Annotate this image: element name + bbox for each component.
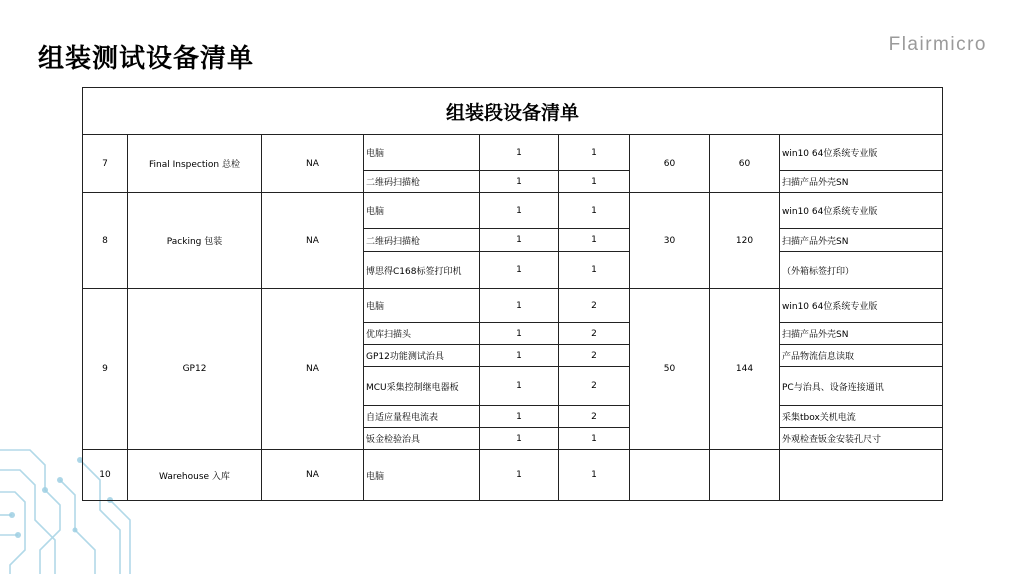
station-name: Packing 包装 xyxy=(128,193,262,289)
capacity-value: 60 xyxy=(630,135,710,193)
equipment-qty: 1 xyxy=(480,345,559,367)
equipment-count: 1 xyxy=(559,229,630,252)
total-value: 144 xyxy=(710,289,780,450)
equipment-note: win10 64位系统专业版 xyxy=(780,135,943,171)
equipment-qty: 1 xyxy=(480,171,559,193)
equipment-name: 二维码扫描枪 xyxy=(364,229,480,252)
equipment-note: PC与治具、设备连接通讯 xyxy=(780,367,943,406)
equipment-table xyxy=(82,87,943,501)
na-value: NA xyxy=(262,135,364,193)
equipment-note: win10 64位系统专业版 xyxy=(780,193,943,229)
total-value: 120 xyxy=(710,193,780,289)
table-row xyxy=(83,193,943,229)
table-row xyxy=(83,450,943,501)
total-value xyxy=(710,450,780,501)
equipment-note: 产品物流信息读取 xyxy=(780,345,943,367)
equipment-note: 采集tbox关机电流 xyxy=(780,406,943,428)
equipment-note: 扫描产品外壳SN xyxy=(780,229,943,252)
na-value: NA xyxy=(262,450,364,501)
equipment-qty: 1 xyxy=(480,323,559,345)
equipment-note: win10 64位系统专业版 xyxy=(780,289,943,323)
equipment-count: 2 xyxy=(559,289,630,323)
na-value: NA xyxy=(262,289,364,450)
equipment-note: （外箱标签打印） xyxy=(780,252,943,289)
equipment-qty: 1 xyxy=(480,428,559,450)
equipment-note xyxy=(780,450,943,501)
equipment-name: 钣金检验治具 xyxy=(364,428,480,450)
equipment-count: 1 xyxy=(559,193,630,229)
row-number: 9 xyxy=(83,289,128,450)
row-number: 10 xyxy=(83,450,128,501)
row-number: 8 xyxy=(83,193,128,289)
station-name: Final Inspection 总检 xyxy=(128,135,262,193)
capacity-value: 50 xyxy=(630,289,710,450)
equipment-count: 2 xyxy=(559,406,630,428)
equipment-count: 1 xyxy=(559,171,630,193)
equipment-name: 自适应量程电流表 xyxy=(364,406,480,428)
station-name: Warehouse 入库 xyxy=(128,450,262,501)
equipment-count: 1 xyxy=(559,428,630,450)
row-number: 7 xyxy=(83,135,128,193)
equipment-count: 1 xyxy=(559,252,630,289)
equipment-count: 2 xyxy=(559,367,630,406)
capacity-value: 30 xyxy=(630,193,710,289)
slide-title: 组装测试设备清单 xyxy=(38,44,255,74)
equipment-name: GP12功能测试治具 xyxy=(364,345,480,367)
brand-logo: Flairmicro xyxy=(888,34,987,55)
equipment-name: 电脑 xyxy=(364,289,480,323)
equipment-qty: 1 xyxy=(480,193,559,229)
capacity-value xyxy=(630,450,710,501)
table-title: 组装段设备清单 xyxy=(83,88,943,135)
equipment-count: 2 xyxy=(559,323,630,345)
equipment-qty: 1 xyxy=(480,289,559,323)
equipment-note: 扫描产品外壳SN xyxy=(780,323,943,345)
equipment-note: 外观检查钣金安装孔尺寸 xyxy=(780,428,943,450)
na-value: NA xyxy=(262,193,364,289)
equipment-qty: 1 xyxy=(480,450,559,501)
equipment-name: MCU采集控制继电器板 xyxy=(364,367,480,406)
equipment-name: 博思得C168标签打印机 xyxy=(364,252,480,289)
equipment-name: 二维码扫描枪 xyxy=(364,171,480,193)
equipment-name: 优库扫描头 xyxy=(364,323,480,345)
table-row xyxy=(83,135,943,171)
equipment-count: 1 xyxy=(559,135,630,171)
table-row xyxy=(83,289,943,323)
equipment-count: 1 xyxy=(559,450,630,501)
total-value: 60 xyxy=(710,135,780,193)
equipment-count: 2 xyxy=(559,345,630,367)
equipment-qty: 1 xyxy=(480,252,559,289)
station-name: GP12 xyxy=(128,289,262,450)
equipment-name: 电脑 xyxy=(364,135,480,171)
equipment-qty: 1 xyxy=(480,135,559,171)
equipment-qty: 1 xyxy=(480,367,559,406)
equipment-qty: 1 xyxy=(480,406,559,428)
equipment-note: 扫描产品外壳SN xyxy=(780,171,943,193)
equipment-name: 电脑 xyxy=(364,450,480,501)
equipment-qty: 1 xyxy=(480,229,559,252)
equipment-name: 电脑 xyxy=(364,193,480,229)
